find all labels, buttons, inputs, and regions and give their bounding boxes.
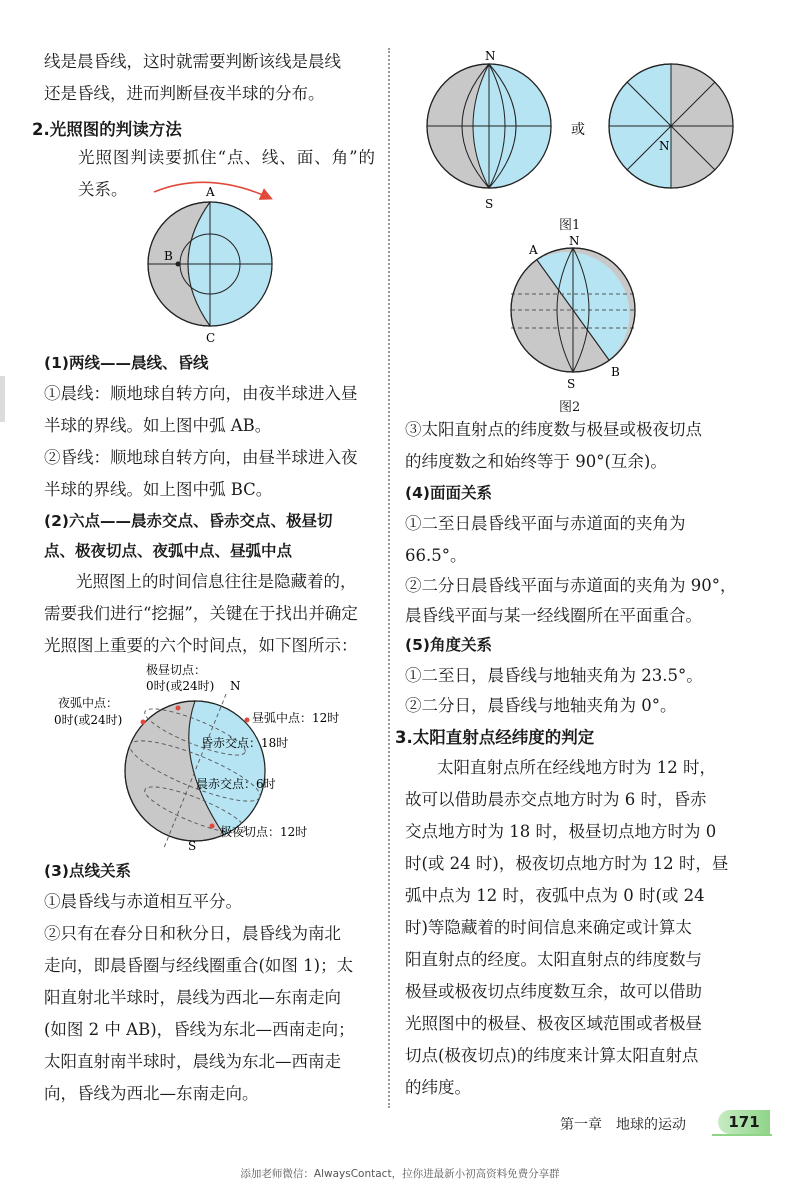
section-3-body-11: 的纬度。 [405, 1078, 471, 1097]
angle-sum-2: 的纬度数之和始终等于 90°(互余)。 [405, 452, 667, 471]
point-line-2-a: ②只有在春分日和秋分日，晨昏线为南北 [44, 924, 341, 943]
point-line-2-e: 太阳直射南半球时，晨线为东北—西南走 [44, 1052, 341, 1071]
page-number: 171 [718, 1110, 770, 1134]
point-line-2-f: 向，昏线为西北—东南走向。 [44, 1084, 259, 1103]
plane-1-b: 66.5°。 [405, 546, 467, 565]
section-2-intro: 光照图判读要抓住“点、线、面、角”的关系。 [78, 148, 375, 199]
watermark-text: 添加老师微信：AlwaysContact，拉你进最新小初高资料免费分享群 [240, 1168, 560, 1180]
label-n6: N [230, 679, 241, 693]
fig1-label-n: N [485, 49, 496, 63]
angle-1: ①二至日，晨昏线与地轴夹角为 23.5°。 [405, 666, 703, 685]
pt-night-mid [141, 720, 146, 725]
fig1-pole-n: N [659, 139, 670, 153]
six-points-body-1: 光照图上的时间信息往往是隐藏着的， [76, 572, 357, 591]
fig2-caption: 图2 [559, 400, 581, 415]
six-points-body-2: 需要我们进行“挖掘”，关键在于找出并确定 [44, 604, 358, 623]
label-s6: S [188, 839, 197, 853]
fig1-caption: 图1 [559, 218, 581, 233]
fig2-label-n: N [569, 234, 580, 248]
fig1-label-s: S [485, 197, 494, 211]
label-dawn-eq: 晨赤交点：6时 [196, 777, 276, 791]
section-3-body-4: 时(或 24 时)，极夜切点地方时为 12 时，昼 [405, 854, 729, 873]
light-diagram-top [138, 178, 288, 346]
six-points-diagram [54, 660, 374, 856]
dawn-line-1: ①晨线：顺地球自转方向，由夜半球进入昼 [44, 384, 358, 403]
section-3-body-8: 极昼或极夜切点纬度数互余，故可以借助 [405, 982, 702, 1001]
pt-polar-night [210, 824, 215, 829]
section-2-title: 2.光照图的判读方法 [32, 120, 182, 139]
section-3-body-1: 太阳直射点所在经线地方时为 12 时， [437, 758, 716, 777]
label-polar-day-2: 0时(或24时) [146, 679, 215, 693]
dusk-line-2: 半球的界线。如上图中弧 BC。 [44, 480, 273, 499]
heading-point-line: (3)点线关系 [44, 862, 131, 880]
point-b [176, 262, 181, 267]
six-points-body-3: 光照图上重要的六个时间点，如下图所示： [44, 636, 358, 655]
intro-line-2: 还是昏线，进而判断昼夜半球的分布。 [44, 84, 325, 103]
section-3-body-10: 切点(极夜切点)的纬度来计算太阳直射点 [405, 1046, 699, 1065]
figure-1 [423, 46, 741, 214]
label-a: A [206, 185, 215, 199]
point-line-2-c: 阳直射北半球时，晨线为西北—东南走向 [44, 988, 341, 1007]
section-3-body-7: 阳直射点的经度。太阳直射点的纬度数与 [405, 950, 702, 969]
label-night-mid-2: 0时(或24时) [54, 713, 123, 727]
footer-chapter: 第一章 地球的运动 [560, 1117, 686, 1133]
angle-2: ②二分日，晨昏线与地轴夹角为 0°。 [405, 696, 677, 715]
label-b: B [164, 249, 173, 263]
fig2-label-a: A [529, 243, 538, 257]
point-line-2-d: (如图 2 中 AB)，昏线为东北—西南走向； [44, 1020, 355, 1039]
section-3-body-5: 弧中点为 12 时，夜弧中点为 0 时(或 24 [405, 886, 705, 905]
section-3-body-2: 故可以借助晨赤交点地方时为 6 时，昏赤 [405, 790, 707, 809]
column-divider [388, 48, 390, 1108]
plane-2-a: ②二分日晨昏线平面与赤道面的夹角为 90°， [405, 576, 737, 595]
label-day-mid: 昼弧中点：12时 [252, 711, 340, 725]
fig2-label-s: S [567, 377, 576, 391]
section-3-body-9: 光照图中的极昼、极夜区域范围或者极昼 [405, 1014, 702, 1033]
point-line-2-b: 走向，即晨昏圈与经线圈重合(如图 1)；太 [44, 956, 354, 975]
heading-plane: (4)面面关系 [405, 484, 492, 502]
plane-1-a: ①二至日晨昏线平面与赤道面的夹角为 [405, 514, 686, 533]
section-3-title: 3.太阳直射点经纬度的判定 [395, 728, 595, 747]
plane-2-b: 晨昏线平面与某一经线圈所在平面重合。 [405, 606, 702, 625]
dawn-line-2: 半球的界线。如上图中弧 AB。 [44, 416, 272, 435]
label-polar-night: 极夜切点：12时 [220, 825, 308, 839]
heading-angle: (5)角度关系 [405, 636, 492, 654]
section-3-body-3: 交点地方时为 18 时，极昼切点地方时为 0 [405, 822, 717, 841]
section-3-body-6: 时)等隐藏着的时间信息来确定或计算太 [405, 918, 692, 937]
heading-two-lines: (1)两线——晨线、昏线 [44, 354, 209, 372]
pt-polar-day [176, 706, 181, 711]
fig1-or: 或 [571, 122, 585, 138]
heading-six-points-2: 点、极夜切点、夜弧中点、昼弧中点 [44, 542, 293, 560]
intro-line-1: 线是晨昏线，这时就需要判断该线是晨线 [44, 52, 341, 71]
label-dusk-eq: 昏赤交点：18时 [201, 736, 289, 750]
heading-six-points-1: (2)六点——晨赤交点、昏赤交点、极昼切 [44, 512, 333, 530]
label-polar-day-1: 极昼切点： [146, 663, 207, 677]
dusk-line-1: ②昏线：顺地球自转方向，由昼半球进入夜 [44, 448, 358, 467]
fig2-label-b: B [611, 365, 620, 379]
angle-sum-1: ③太阳直射点的纬度数与极昼或极夜切点 [405, 420, 702, 439]
point-line-1: ①晨昏线与赤道相互平分。 [44, 892, 242, 911]
page-edge-tab [0, 376, 5, 422]
footer-accent-line [712, 1134, 772, 1136]
pt-day-mid [245, 718, 250, 723]
label-c: C [206, 331, 216, 345]
figure-2 [501, 234, 661, 394]
label-night-mid-1: 夜弧中点： [58, 696, 119, 710]
